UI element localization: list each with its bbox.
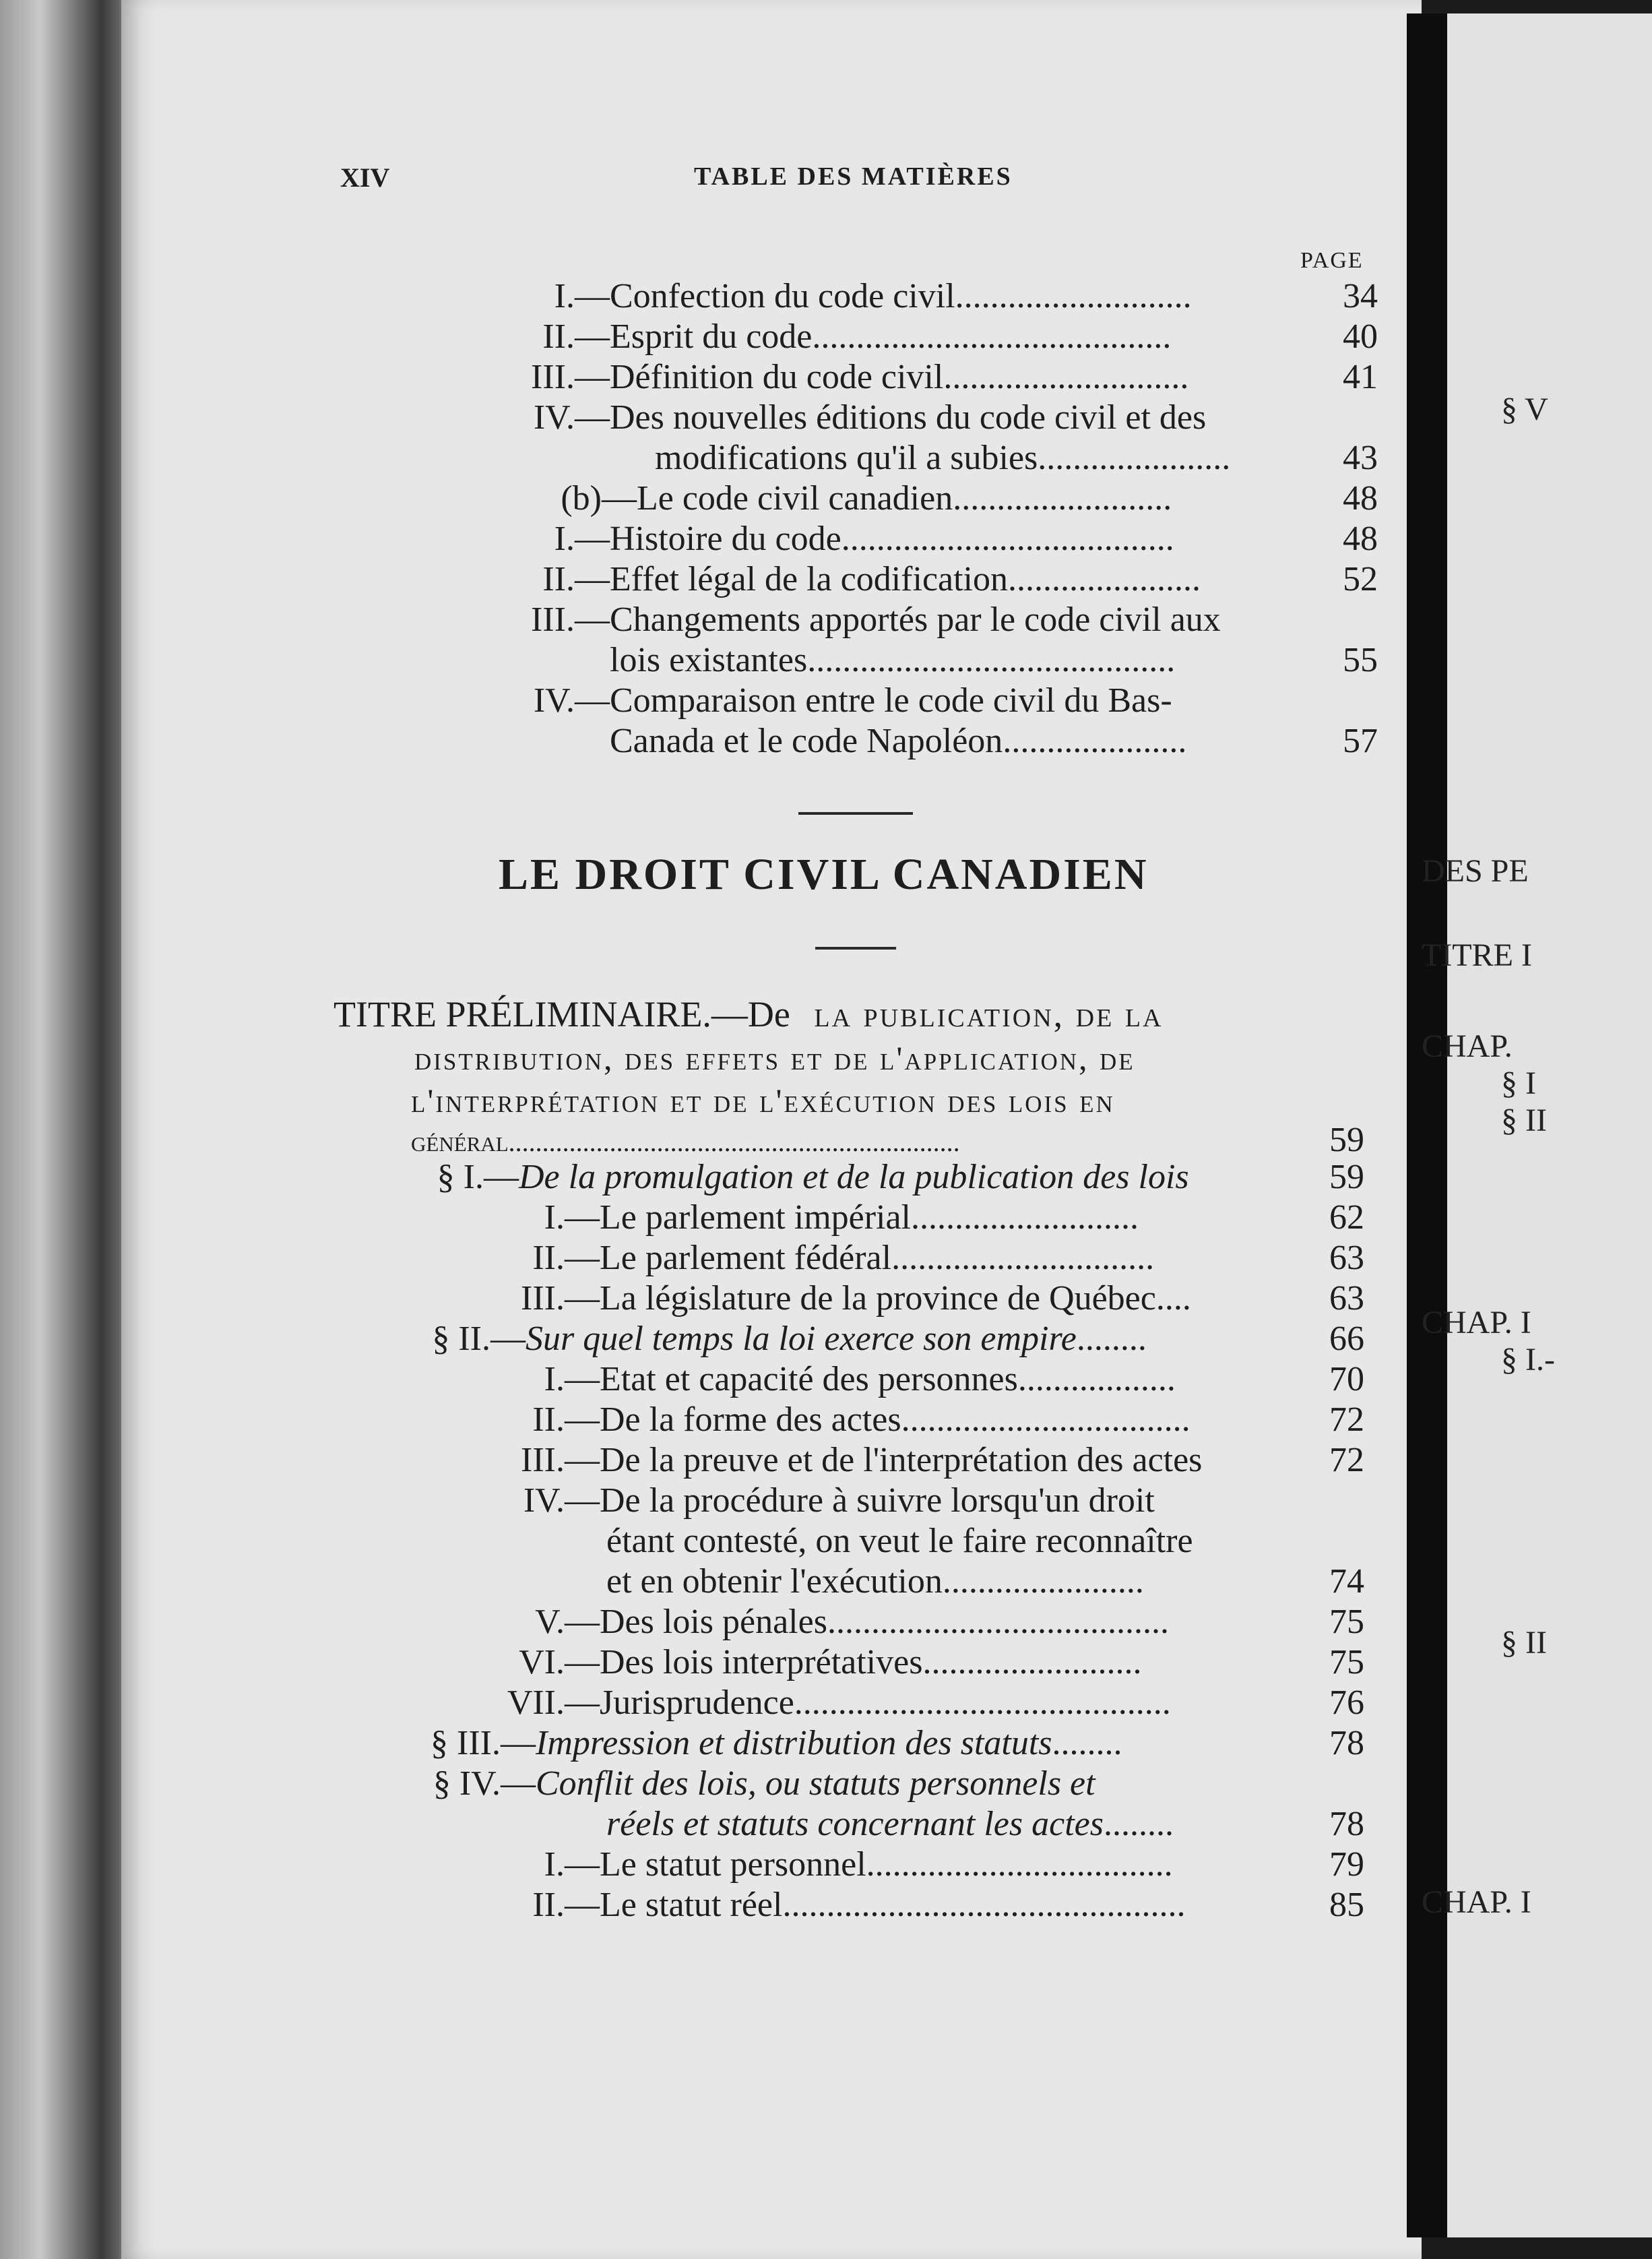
toc-entry-page: 57: [1343, 722, 1378, 760]
toc-entry-title: Canada et le code Napoléon: [610, 722, 1003, 760]
toc-entry-title: Définition du code civil: [610, 358, 944, 396]
toc-entry: [0, 317, 1407, 357]
toc-entry-text: [600, 1481, 1283, 1521]
right-page-fragment: CHAP. I: [1422, 1884, 1531, 1920]
toc-entry-number: III.—: [521, 1279, 600, 1318]
toc-entry-number: III.—: [521, 1441, 600, 1479]
toc-entry-page: 59: [1329, 1158, 1364, 1196]
toc-entry-page: 52: [1343, 560, 1378, 598]
right-page-fragment: CHAP. I: [1422, 1305, 1531, 1340]
right-page-fragment: DES PE: [1422, 853, 1529, 889]
titre-line-4-leader: ...................................................................: [508, 1127, 960, 1157]
titre-line-1: [333, 994, 1163, 1034]
toc-entry-page: 74: [1329, 1562, 1364, 1601]
toc-entry-page: 79: [1329, 1845, 1364, 1884]
toc-entry-title: Effet légal de la codification: [610, 560, 1008, 598]
toc-entry: [0, 1359, 1407, 1400]
toc-entry-leader: ..........................: [911, 1198, 1139, 1237]
toc-entry-text: [600, 1602, 1283, 1642]
toc-entry: [0, 640, 1407, 681]
toc-entry-text: [610, 640, 1294, 681]
toc-entry-page: 34: [1343, 277, 1378, 315]
toc-entry-title: La législature de la province de Québec: [600, 1279, 1156, 1318]
toc-entry: [0, 398, 1407, 438]
titre-page-number: 59: [1329, 1121, 1364, 1159]
toc-entry-leader: .........................................: [812, 317, 1172, 356]
toc-entry-title: De la promulgation et de la publication des lois: [519, 1158, 1189, 1196]
toc-entry-text: [606, 1561, 1283, 1602]
toc-entry-title: Conflit des lois, ou statuts personnels et: [536, 1764, 1095, 1803]
toc-entry-text: [519, 1157, 1283, 1198]
titre-line-4: [411, 1120, 960, 1163]
running-title: TABLE DES MATIÈRES: [694, 162, 1013, 191]
toc-entry-title: Changements apportés par le code civil aux: [610, 600, 1221, 639]
toc-entry-text: [600, 1400, 1283, 1440]
toc-entry-title: Etat et capacité des personnes: [600, 1360, 1018, 1398]
toc-entry: [0, 1845, 1407, 1885]
toc-entry-page: 85: [1329, 1886, 1364, 1924]
titre-lead: TITRE PRÉLIMINAIRE.—De: [333, 994, 790, 1034]
toc-entry-title: Le parlement fédéral: [600, 1239, 892, 1277]
toc-entry: [0, 1683, 1407, 1723]
toc-entry-page: 55: [1343, 641, 1378, 679]
toc-entry-page: 70: [1329, 1360, 1364, 1398]
divider-rule-top: [798, 812, 913, 815]
toc-entry-text: [536, 1764, 1283, 1804]
toc-entry-page: 48: [1343, 479, 1378, 518]
toc-entry-text: [600, 1642, 1283, 1683]
toc-entry-text: [600, 1238, 1283, 1278]
toc-entry-leader: ...................................: [866, 1845, 1173, 1884]
toc-entry: [0, 1602, 1407, 1642]
toc-entry-number: II.—: [542, 317, 610, 356]
toc-entry: [0, 1885, 1407, 1925]
toc-entry-number: § IV.—: [433, 1764, 536, 1803]
toc-entry-title: Impression et distribution des statuts: [536, 1724, 1052, 1762]
toc-entry: [0, 357, 1407, 398]
toc-entry-leader: ..............................: [891, 1239, 1155, 1277]
toc-entry-page: 63: [1329, 1239, 1364, 1277]
right-page-fragment: § I.-: [1501, 1342, 1555, 1378]
toc-entry-text: [610, 600, 1297, 640]
titre-line-3: l'interprétation et de l'exécution des lois en: [411, 1082, 1115, 1119]
toc-entry-page: 40: [1343, 317, 1378, 356]
toc-entry-text: [600, 1198, 1283, 1238]
toc-entry-text: [610, 721, 1294, 762]
divider-rule-bottom: [815, 947, 896, 950]
toc-entry-text: [606, 1804, 1283, 1845]
toc-entry-page: 78: [1329, 1805, 1364, 1843]
toc-entry-number: I.—: [544, 1845, 600, 1884]
toc-entry-text: [600, 1683, 1283, 1723]
right-page-fragment: § II: [1501, 1103, 1547, 1138]
toc-entry-text: [536, 1723, 1283, 1764]
toc-entry-text: [610, 681, 1297, 721]
toc-entry-leader: ..........................................: [807, 641, 1176, 679]
toc-entry-leader: ...........................................: [794, 1683, 1171, 1722]
toc-entry-text: [600, 1359, 1283, 1400]
toc-entry: [0, 1642, 1407, 1683]
toc-entry-title: Histoire du code: [610, 520, 841, 558]
toc-entry-number: VII.—: [507, 1683, 600, 1722]
toc-entry-leader: ........: [1103, 1805, 1174, 1843]
toc-entry-leader: .........................: [953, 479, 1172, 518]
toc-entry-leader: ......................................: [841, 520, 1174, 558]
toc-entry: [0, 681, 1407, 721]
toc-entry-leader: ..............................................: [782, 1886, 1186, 1924]
toc-entry-title: Comparaison entre le code civil du Bas-: [610, 681, 1172, 720]
toc-entry-title: De la preuve et de l'interprétation des actes: [600, 1441, 1203, 1479]
toc-entry: [0, 559, 1407, 600]
toc-entry-title: et en obtenir l'exécution: [606, 1562, 943, 1601]
toc-entry-text: [600, 1885, 1283, 1925]
toc-entry-title: Des lois interprétatives: [600, 1643, 923, 1681]
toc-entry-number: VI.—: [519, 1643, 600, 1681]
toc-entry: [0, 1278, 1407, 1319]
toc-entry-leader: .....................: [1003, 722, 1187, 760]
toc-entry-page: 75: [1329, 1643, 1364, 1681]
toc-entry-text: [610, 317, 1294, 357]
toc-entry-page: 41: [1343, 358, 1378, 396]
toc-entry-text: [526, 1319, 1283, 1359]
toc-entry-number: I.—: [544, 1360, 600, 1398]
toc-entry-title: réels et statuts concernant les actes: [606, 1805, 1104, 1843]
toc-entry-leader: .......................: [942, 1562, 1144, 1601]
toc-entry-text: [606, 1521, 1283, 1561]
toc-entry-leader: .........................: [922, 1643, 1142, 1681]
toc-entry-title: Le statut réel: [600, 1886, 783, 1924]
right-page-fragment: § V: [1501, 392, 1548, 427]
toc-entry-page: 76: [1329, 1683, 1364, 1722]
toc-entry: [0, 721, 1407, 762]
toc-entry-leader: ......................: [1038, 439, 1231, 477]
toc-entry-page: 66: [1329, 1320, 1364, 1358]
toc-entry-number: § III.—: [431, 1724, 536, 1762]
toc-entry-number: § I.—: [437, 1158, 519, 1196]
toc-entry-number: I.—: [544, 1198, 600, 1237]
toc-entry-text: [637, 478, 1294, 519]
toc-entry: [0, 1319, 1407, 1359]
toc-entry-title: Le code civil canadien: [637, 479, 953, 518]
toc-entry-title: De la procédure à suivre lorsqu'un droit: [600, 1481, 1155, 1520]
toc-entry: [0, 600, 1407, 640]
toc-entry-text: [655, 438, 1294, 478]
toc-entry-page: 48: [1343, 520, 1378, 558]
toc-entry-title: étant contesté, on veut le faire reconnaître: [606, 1522, 1193, 1560]
toc-entry-number: III.—: [531, 600, 610, 639]
toc-entry: [0, 519, 1407, 559]
toc-entry-number: IV.—: [533, 398, 610, 437]
toc-entry-title: Des lois pénales: [600, 1603, 827, 1641]
toc-entry-leader: ........: [1052, 1724, 1122, 1762]
toc-entry-title: Le parlement impérial: [600, 1198, 912, 1237]
right-page-edge: [1422, 13, 1652, 2237]
toc-entry-leader: ...........................: [955, 277, 1192, 315]
toc-entry-page: 43: [1343, 439, 1378, 477]
toc-entry-text: [610, 398, 1297, 438]
toc-entry-leader: ........: [1076, 1320, 1147, 1358]
toc-entry: [0, 1157, 1407, 1198]
toc-entry-leader: ......................: [1008, 560, 1201, 598]
right-page-fragment: CHAP.: [1422, 1028, 1513, 1064]
toc-entry-text: [610, 519, 1294, 559]
toc-entry: [0, 1400, 1407, 1440]
toc-entry-text: [600, 1440, 1283, 1481]
section-title: LE DROIT CIVIL CANADIEN: [499, 850, 1149, 899]
page-number: XIV: [340, 162, 390, 193]
toc-entry-number: III.—: [531, 358, 610, 396]
toc-entry: [0, 1561, 1407, 1602]
toc-entry-page: 72: [1329, 1400, 1364, 1439]
toc-entry-number: II.—: [532, 1886, 600, 1924]
toc-entry-number: IV.—: [523, 1481, 600, 1520]
toc-entry-title: Esprit du code: [610, 317, 813, 356]
toc-entry: [0, 478, 1407, 519]
toc-entry-number: I.—: [554, 277, 610, 315]
toc-entry-page: 78: [1329, 1724, 1364, 1762]
toc-entry-leader: .................................: [901, 1400, 1190, 1439]
toc-entry-title: Le statut personnel: [600, 1845, 866, 1884]
toc-entry-title: Des nouvelles éditions du code civil et des: [610, 398, 1207, 437]
toc-entry: [0, 1804, 1407, 1845]
right-page-fragment: § II: [1501, 1625, 1547, 1661]
toc-entry: [0, 1521, 1407, 1561]
toc-entry-number: § II.—: [432, 1320, 526, 1358]
toc-entry-number: I.—: [554, 520, 610, 558]
right-page-fragment: TITRE I: [1422, 937, 1532, 973]
titre-line-4-text: général: [411, 1125, 509, 1158]
toc-entry-number: V.—: [535, 1603, 600, 1641]
toc-entry-number: (b)—: [561, 479, 637, 518]
page-column-label: PAGE: [1300, 248, 1364, 273]
toc-entry-text: [600, 1278, 1283, 1319]
toc-entry-text: [600, 1845, 1283, 1885]
toc-entry-leader: ............................: [943, 358, 1189, 396]
toc-entry: [0, 1238, 1407, 1278]
toc-entry-number: IV.—: [533, 681, 610, 720]
toc-entry-page: 72: [1329, 1441, 1364, 1479]
toc-entry-leader: ....: [1155, 1279, 1191, 1318]
right-page-fragment: § I: [1501, 1065, 1536, 1101]
toc-entry-title: Confection du code civil: [610, 277, 955, 315]
toc-entry: [0, 1198, 1407, 1238]
toc-entry-number: II.—: [532, 1400, 600, 1439]
toc-entry-page: 75: [1329, 1603, 1364, 1641]
toc-entry-text: [610, 357, 1294, 398]
toc-entry-leader: .......................................: [827, 1603, 1169, 1641]
toc-entry: [0, 438, 1407, 478]
toc-entry-number: II.—: [532, 1239, 600, 1277]
toc-entry-text: [610, 559, 1294, 600]
toc-entry-leader: ..................: [1017, 1360, 1176, 1398]
toc-entry: [0, 276, 1407, 317]
toc-entry-title: lois existantes: [610, 641, 808, 679]
toc-entry: [0, 1440, 1407, 1481]
toc-entry-page: 63: [1329, 1279, 1364, 1318]
toc-entry: [0, 1764, 1407, 1804]
toc-entry: [0, 1481, 1407, 1521]
toc-entry: [0, 1723, 1407, 1764]
toc-entry-title: De la forme des actes: [600, 1400, 901, 1439]
titre-rest: la publication, de la: [814, 994, 1164, 1034]
toc-entry-title: Jurisprudence: [600, 1683, 794, 1722]
toc-entry-title: Sur quel temps la loi exerce son empire: [526, 1320, 1077, 1358]
toc-entry-text: [610, 276, 1294, 317]
titre-line-2: distribution, des effets et de l'application, de: [414, 1039, 1135, 1077]
toc-entry-title: modifications qu'il a subies: [655, 439, 1038, 477]
toc-entry-number: II.—: [542, 560, 610, 598]
toc-entry-page: 62: [1329, 1198, 1364, 1237]
